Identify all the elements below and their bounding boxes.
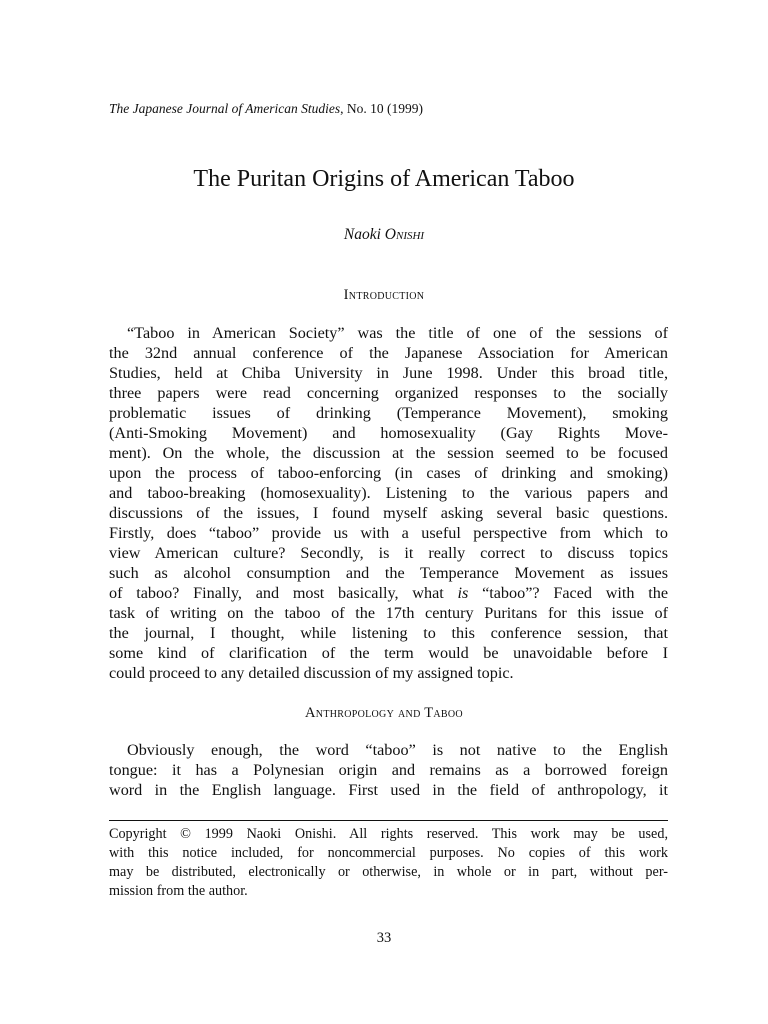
- text-line: discussions of the issues, I found myself asking several basic questions.: [109, 504, 668, 522]
- text-line: and taboo-breaking (homosexuality). Listening to the various papers and: [109, 484, 668, 502]
- introduction-paragraph: [109, 323, 668, 683]
- text-line: could proceed to any detailed discussion of my assigned topic.: [109, 664, 514, 682]
- journal-name: The Japanese Journal of American Studies: [109, 101, 341, 116]
- text-line: view American culture? Secondly, is it really correct to discuss topics: [109, 544, 668, 562]
- journal-issue: , No. 10 (1999): [340, 101, 423, 116]
- author-given-name: Naoki: [343, 226, 381, 243]
- text-line: Studies, held at Chiba University in June 1998. Under this broad title,: [109, 364, 668, 382]
- section-heading-anthropology: Anthropology and Taboo: [305, 705, 463, 721]
- footnote-divider: [109, 820, 668, 821]
- text-line: upon the process of taboo-enforcing (in cases of drinking and smoking): [109, 464, 668, 482]
- text-fragment: of taboo? Finally, and most basically, what: [109, 584, 458, 602]
- copyright-notice: [109, 825, 668, 901]
- text-line: [109, 583, 668, 603]
- footnote-line: may be distributed, electronically or otherwise, in whole or in part, without per-: [109, 864, 668, 880]
- text-line: three papers were read concerning organized responses to the socially: [109, 384, 668, 402]
- article-title: The Puritan Origins of American Taboo: [193, 166, 575, 192]
- emphasis-text: is: [457, 584, 469, 602]
- anthropology-paragraph: [109, 740, 668, 800]
- text-line: such as alcohol consumption and the Temperance Movement as issues: [109, 564, 668, 582]
- page-number: 33: [376, 930, 392, 946]
- text-line: (Anti-Smoking Movement) and homosexuality (Gay Rights Move-: [109, 424, 668, 442]
- text-line: Obviously enough, the word “taboo” is not native to the English: [127, 741, 668, 759]
- author-family-name: Onishi: [384, 226, 425, 243]
- text-line: task of writing on the taboo of the 17th century Puritans for this issue of: [109, 604, 668, 622]
- footnote-line: mission from the author.: [109, 883, 248, 899]
- text-line: the journal, I thought, while listening to this conference session, that: [109, 624, 668, 642]
- text-line: problematic issues of drinking (Temperance Movement), smoking: [109, 404, 668, 422]
- text-line: “Taboo in American Society” was the title of one of the sessions of: [127, 324, 668, 342]
- text-line: some kind of clarification of the term would be unavoidable before I: [109, 644, 668, 662]
- text-line: tongue: it has a Polynesian origin and remains as a borrowed foreign: [109, 761, 668, 779]
- text-line: ment). On the whole, the discussion at the session seemed to be focused: [109, 444, 668, 462]
- text-line: Firstly, does “taboo” provide us with a useful perspective from which to: [109, 524, 668, 542]
- text-fragment: “taboo”? Faced with the: [468, 584, 669, 602]
- footnote-line: with this notice included, for noncommercial purposes. No copies of this work: [109, 845, 668, 861]
- text-line: word in the English language. First used in the field of anthropology, it: [109, 781, 668, 799]
- article-author: [0, 225, 768, 245]
- journal-citation: [109, 100, 423, 118]
- footnote-line: Copyright © 1999 Naoki Onishi. All rights reserved. This work may be used,: [109, 826, 668, 842]
- text-line: the 32nd annual conference of the Japanese Association for American: [109, 344, 668, 362]
- section-heading-introduction: Introduction: [343, 287, 425, 303]
